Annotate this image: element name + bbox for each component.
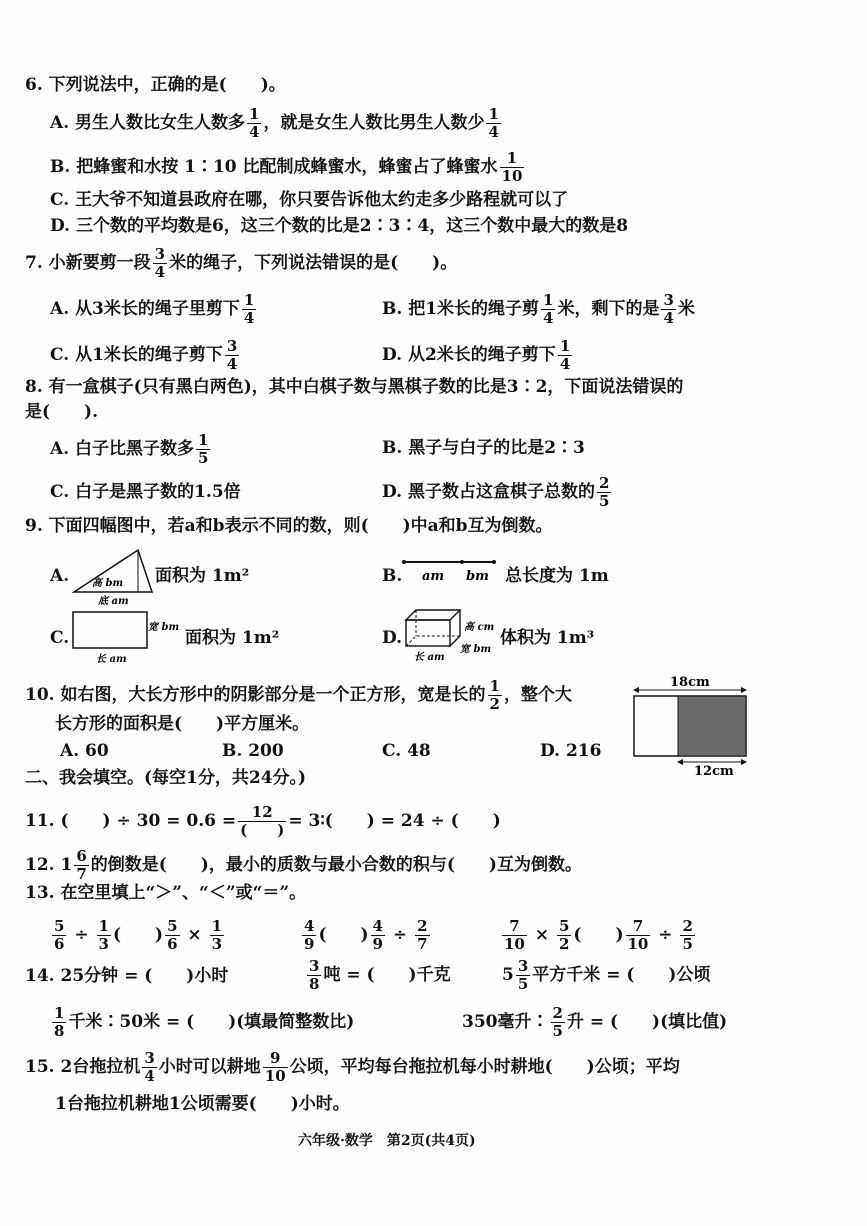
page-footer: 六年级·数学 第2页(共4页) xyxy=(298,1133,476,1149)
q14-e: 350毫升∶ $\frac{2}{5}$ 升 = ( )(填比值) xyxy=(462,1004,728,1040)
q10-option-d: D. 216 xyxy=(540,741,602,761)
q8-option-c: C. 白子是黑子数的1.5倍 xyxy=(50,482,241,502)
q9-d-length-label: 长 am xyxy=(414,652,445,663)
q10-bottom-dimension: 12cm xyxy=(694,764,734,779)
fraction: $\frac{12}{( )}$ xyxy=(240,803,285,839)
q7-option-a: A. 从3米长的绳子里剪下 $\frac{1}{4}$ xyxy=(50,291,255,327)
q9-c-text: 面积为 1m² xyxy=(185,628,280,648)
q6-option-d: D. 三个数的平均数是6，这三个数的比是2∶3∶4，这三个数中最大的数是8 xyxy=(50,216,629,236)
q9-a-label: A. xyxy=(50,566,70,586)
q10-stem-line2: 长方形的面积是( )平方厘米。 xyxy=(55,714,310,734)
fraction: $\frac{1}{4}$ xyxy=(543,291,554,327)
fraction: $\frac{1}{4}$ xyxy=(249,105,260,141)
q10-option-c: C. 48 xyxy=(382,741,431,761)
q13-stem: 13. 在空里填上“＞”、“＜”或“＝”。 xyxy=(25,883,307,903)
q9-c-length-label: 长 am xyxy=(96,654,127,665)
q9-b-a-label: am xyxy=(422,569,445,584)
q7-option-d: D. 从2米长的绳子剪下 $\frac{1}{4}$ xyxy=(382,337,571,373)
q9-c-rectangle-figure xyxy=(68,610,183,665)
q9-a-base-label: 底 am xyxy=(98,596,129,607)
q9-c-width-label: 宽 bm xyxy=(148,622,180,633)
q7-option-b: B. 把1米长的绳子剪 $\frac{1}{4}$ 米，剩下的是 $\frac{3}{4}$ 米 xyxy=(382,291,695,327)
q9-c-label: C. xyxy=(50,628,70,648)
q9-d-width-label: 宽 bm xyxy=(460,644,492,655)
q9-a-text: 面积为 1m² xyxy=(155,566,250,586)
q7-stem: 7. 小新要剪一段 $\frac{3}{4}$ 米的绳子，下列说法错误的是( )。 xyxy=(25,245,458,281)
fraction: $\frac{1}{4}$ xyxy=(243,291,255,327)
fraction: $\frac{1}{4}$ xyxy=(488,105,499,141)
q6-option-b xyxy=(50,150,526,185)
q6-option-a xyxy=(50,106,503,141)
fraction: $\frac{6}{7}$ xyxy=(76,847,87,883)
fraction: $\frac{3}{4}$ xyxy=(663,291,674,327)
q9-b-label: B. xyxy=(382,566,403,586)
q10-shaded-square xyxy=(678,696,746,756)
q9-a-triangle-figure xyxy=(66,546,156,608)
q6-stem: 6. 下列说法中，正确的是( )。 xyxy=(25,75,286,95)
fraction: $\frac{1}{5}$ xyxy=(198,431,209,467)
q6-option-c: C. 王大爷不知道县政府在哪，你只要告诉他太约走多少路程就可以了 xyxy=(50,190,569,210)
q6-b-text: B. 把蜂蜜和水按 1∶10 比配制成蜂蜜水，蜂蜜占了蜂蜜水 xyxy=(50,157,498,177)
q15-line2: 1台拖拉机耕地1公顷需要( )小时。 xyxy=(55,1094,350,1114)
q10-option-b: B. 200 xyxy=(222,741,284,761)
q8-stem-line2: 是( ). xyxy=(25,402,99,422)
q13-item-1: $\frac{5}{6}$ ÷ $\frac{1}{3}$ ( ) $\frac{5}{6}$ × $\frac{1}{3}$ xyxy=(54,917,223,953)
q9-d-text: 体积为 1m³ xyxy=(500,628,595,648)
q13-item-3: $\frac{7}{10}$ × $\frac{5}{2}$ ( ) $\frac{7}{10}$ ÷ $\frac{2}{5}$ xyxy=(504,917,693,953)
q10-rectangle-figure xyxy=(628,672,758,780)
q10-option-a: A. 60 xyxy=(60,741,109,761)
q6-a-mid: ，就是女生人数比男生人数少 xyxy=(263,113,485,133)
q14-c: 5 $\frac{3}{5}$ 平方千米 = ( )公顷 xyxy=(502,957,711,993)
q12: 12. 1 $\frac{6}{7}$ 的倒数是( )，最小的质数与最小合数的积与( )互为倒数。 xyxy=(25,847,582,883)
q10-top-dimension: 18cm xyxy=(670,675,710,690)
q7-option-c: C. 从1米长的绳子剪下 $\frac{3}{4}$ xyxy=(50,337,238,373)
fraction: $\frac{3}{4}$ xyxy=(154,245,166,281)
q9-d-label: D. xyxy=(382,628,403,648)
q9-d-cuboid-figure xyxy=(402,606,502,664)
q14-d: $\frac{1}{8}$ 千米∶50米 = ( )(填最简整数比) xyxy=(54,1004,355,1040)
q9-stem: 9. 下面四幅图中，若a和b表示不同的数，则( )中a和b互为倒数。 xyxy=(25,516,553,536)
section2-heading: 二、我会填空。(每空1分，共24分。) xyxy=(25,768,307,788)
q15-line1: 15. 2台拖拉机 $\frac{3}{4}$ 小时可以耕地 $\frac{9}{10}$ 公顷，平均每台拖拉机每小时耕地( )公顷；平均 xyxy=(25,1049,680,1085)
q14-a: 14. 25分钟 = ( )小时 xyxy=(25,966,229,986)
q8-stem-line1: 8. 有一盒棋子(只有黑白两色)，其中白棋子数与黑棋子数的比是3∶2，下面说法错误的 xyxy=(25,377,684,397)
q8-option-b: B. 黑子与白子的比是2∶3 xyxy=(382,438,585,458)
q14-b: $\frac{3}{8}$ 吨 = ( )千克 xyxy=(309,957,451,993)
fraction: $\frac{1}{4}$ xyxy=(559,337,571,373)
q8-option-a: A. 白子比黑子数多 $\frac{1}{5}$ xyxy=(50,431,209,467)
q9-a-height-label: 高 bm xyxy=(92,578,124,589)
fraction: $\frac{1}{2}$ xyxy=(489,677,500,713)
q10-stem: 10. 如右图，大长方形中的阴影部分是一个正方形，宽是长的 $\frac{1}{2}$ ，整个大 xyxy=(25,677,572,713)
q9-b-text: 总长度为 1m xyxy=(505,566,609,586)
q9-b-b-label: bm xyxy=(466,569,489,584)
fraction: $\frac{3}{4}$ xyxy=(226,337,238,373)
q13-item-2: $\frac{4}{9}$ ( ) $\frac{4}{9}$ ÷ $\frac{2}{7}$ xyxy=(304,917,428,953)
q11: 11. ( ) ÷ 30 = 0.6 = $\frac{12}{( )}$ = 3∶( ) = 24 ÷ ( ) xyxy=(25,803,501,839)
q8-option-d: D. 黑子数占这盒棋子总数的 $\frac{2}{5}$ xyxy=(382,474,610,510)
q9-d-height-label: 高 cm xyxy=(464,622,495,633)
fraction: $\frac{2}{5}$ xyxy=(598,474,610,510)
q6-a-text: A. 男生人数比女生人数多 xyxy=(50,113,246,133)
q9-b-segment-figure xyxy=(400,556,500,586)
fraction: $\frac{1}{10}$ xyxy=(501,149,523,185)
